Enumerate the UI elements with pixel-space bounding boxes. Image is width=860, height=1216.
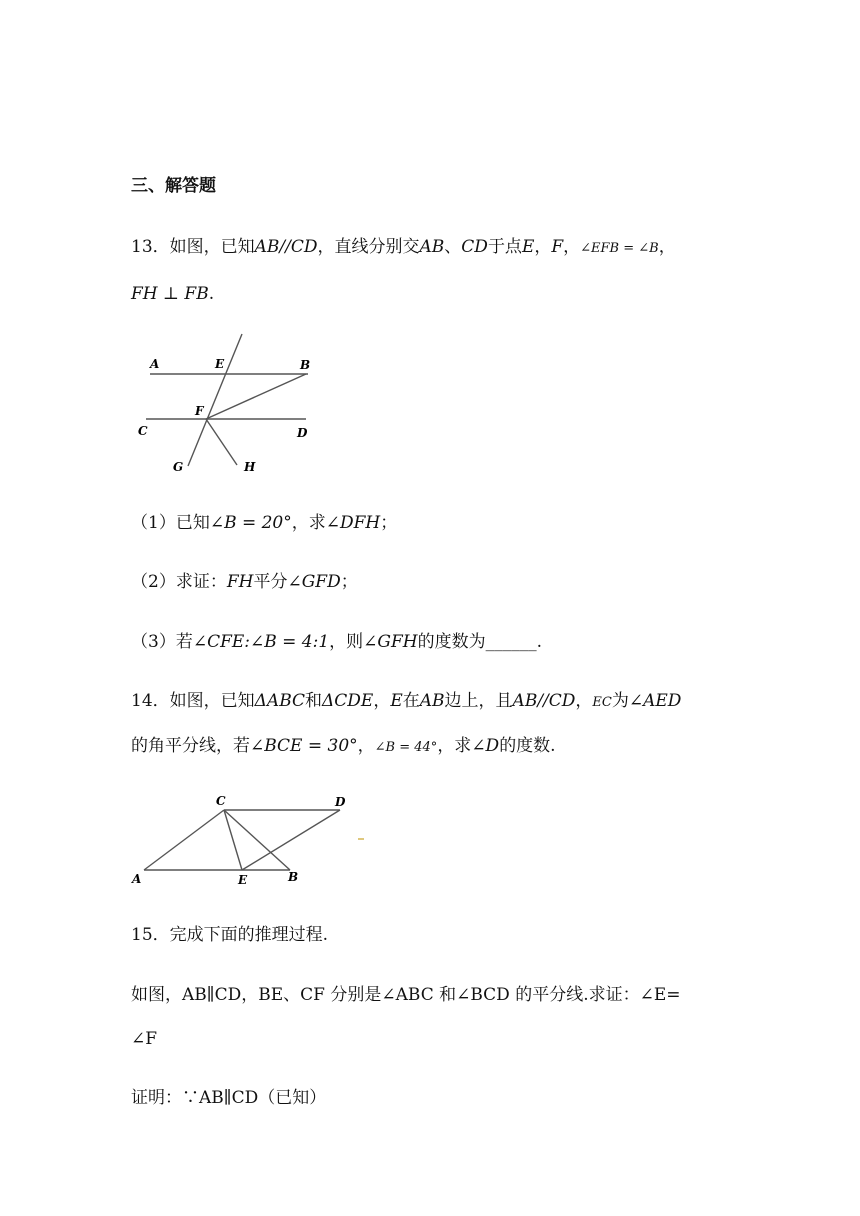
q13-math-fh-perp-fb: FH ⊥ FB bbox=[131, 284, 209, 304]
q14-text: 在 bbox=[402, 691, 420, 711]
q14-text: 为 bbox=[611, 691, 629, 711]
q13-p2-text: 平分 bbox=[253, 572, 288, 592]
label-a: A bbox=[132, 872, 142, 886]
q13-math-cd: CD bbox=[461, 237, 488, 257]
q13-math-e: E bbox=[521, 237, 535, 257]
q13-p3-math: ∠CFE:∠B = 4:1 bbox=[192, 632, 330, 652]
q13-p1-math: ∠DFH bbox=[325, 513, 381, 533]
q14-math-angle-b: ∠B = 44° bbox=[374, 740, 438, 755]
q14-math-e: E bbox=[390, 691, 403, 711]
q15-title: 15．完成下面的推理过程. bbox=[131, 925, 329, 945]
q13-part-3 bbox=[131, 630, 542, 654]
q13-text: ， bbox=[658, 237, 676, 257]
q14-figure bbox=[128, 790, 368, 890]
label-f: F bbox=[195, 404, 204, 418]
q14-text: ， bbox=[575, 691, 593, 711]
q13-p2-text: （2）求证： bbox=[131, 572, 227, 592]
q13-p2-math: FH bbox=[226, 572, 254, 592]
q15-statement-2: ∠F bbox=[131, 1029, 158, 1049]
label-d: D bbox=[297, 426, 308, 440]
q14-text: 的角平分线，若 bbox=[131, 736, 250, 756]
q14-math-ab-parallel-cd: AB//CD bbox=[512, 691, 576, 711]
q15-proof-start: 证明：∵AB∥CD（已知） bbox=[131, 1088, 327, 1108]
q13-p3-math: ∠GFH bbox=[363, 632, 418, 652]
segment-ac bbox=[144, 810, 224, 870]
q13-text: 、 bbox=[444, 237, 462, 257]
q14-text: 的度数. bbox=[499, 736, 556, 756]
q13-math-f: F bbox=[551, 237, 564, 257]
segment-fb bbox=[206, 374, 306, 419]
q13-p1-text: （1）已知 bbox=[131, 513, 210, 533]
q15-statement-1: 如图，AB∥CD，BE、CF 分别是∠ABC 和∠BCD 的平分线.求证：∠E= bbox=[131, 985, 681, 1005]
q13-p3-text: ，则 bbox=[329, 632, 364, 652]
q13-line-2 bbox=[131, 282, 214, 306]
q14-line-2 bbox=[131, 734, 556, 760]
q14-number: 14． bbox=[131, 691, 170, 711]
q14-text: ，求 bbox=[437, 736, 472, 756]
label-c: C bbox=[216, 794, 226, 808]
q13-p1-text: ，求 bbox=[291, 513, 326, 533]
label-a: A bbox=[150, 357, 160, 371]
label-h: H bbox=[244, 460, 256, 474]
line-ef-transversal bbox=[188, 334, 242, 466]
q14-math-ab: AB bbox=[419, 691, 445, 711]
q14-text: 边上，且 bbox=[444, 691, 513, 711]
q13-p1-text: ； bbox=[380, 513, 398, 533]
q14-math-angle-bce: ∠BCE = 30° bbox=[250, 736, 358, 756]
q13-math-ab: AB bbox=[419, 237, 445, 257]
q13-part-2 bbox=[131, 570, 358, 594]
q14-math-triangle-abc: ΔABC bbox=[254, 691, 306, 711]
q13-part-1 bbox=[131, 511, 397, 535]
q14-text: 如图，已知 bbox=[169, 691, 255, 711]
q14-math-angle-d: ∠D bbox=[471, 736, 500, 756]
q13-number: 13． bbox=[131, 237, 170, 257]
label-c: C bbox=[138, 424, 148, 438]
q13-text: ， bbox=[563, 237, 581, 257]
q13-math-ab-parallel-cd: AB//CD bbox=[254, 237, 318, 257]
label-g: G bbox=[173, 460, 184, 474]
q13-p2-text: ； bbox=[340, 572, 358, 592]
label-d: D bbox=[335, 795, 346, 809]
q14-text: ， bbox=[357, 736, 375, 756]
q13-p3-text: （3）若 bbox=[131, 632, 193, 652]
q14-text: ， bbox=[373, 691, 391, 711]
q13-text: 如图，已知 bbox=[169, 237, 255, 257]
q13-p3-text: 的度数为______. bbox=[417, 632, 543, 652]
q14-line-1 bbox=[131, 689, 681, 715]
q13-text: 于点 bbox=[487, 237, 522, 257]
q13-text: ，直线分别交 bbox=[317, 237, 420, 257]
q14-math-angle-aed: ∠AED bbox=[628, 691, 682, 711]
section-title: 三、解答题 bbox=[131, 176, 216, 196]
q13-text: . bbox=[208, 284, 215, 304]
q13-p2-math: ∠GFD bbox=[287, 572, 341, 592]
label-e: E bbox=[215, 357, 225, 371]
q13-p1-math: ∠B = 20° bbox=[209, 513, 292, 533]
q13-line-1 bbox=[131, 235, 676, 261]
label-b: B bbox=[288, 870, 299, 884]
q13-figure bbox=[130, 328, 330, 478]
q14-math-triangle-cde: ΔCDE bbox=[322, 691, 374, 711]
q13-text: ， bbox=[534, 237, 552, 257]
segment-fh bbox=[206, 419, 237, 465]
q14-text: 和 bbox=[305, 691, 323, 711]
q13-math-angle-efb: ∠EFB = ∠B bbox=[580, 241, 659, 256]
q14-math-ec: EC bbox=[592, 695, 612, 710]
label-e: E bbox=[238, 873, 248, 887]
label-b: B bbox=[300, 358, 311, 372]
